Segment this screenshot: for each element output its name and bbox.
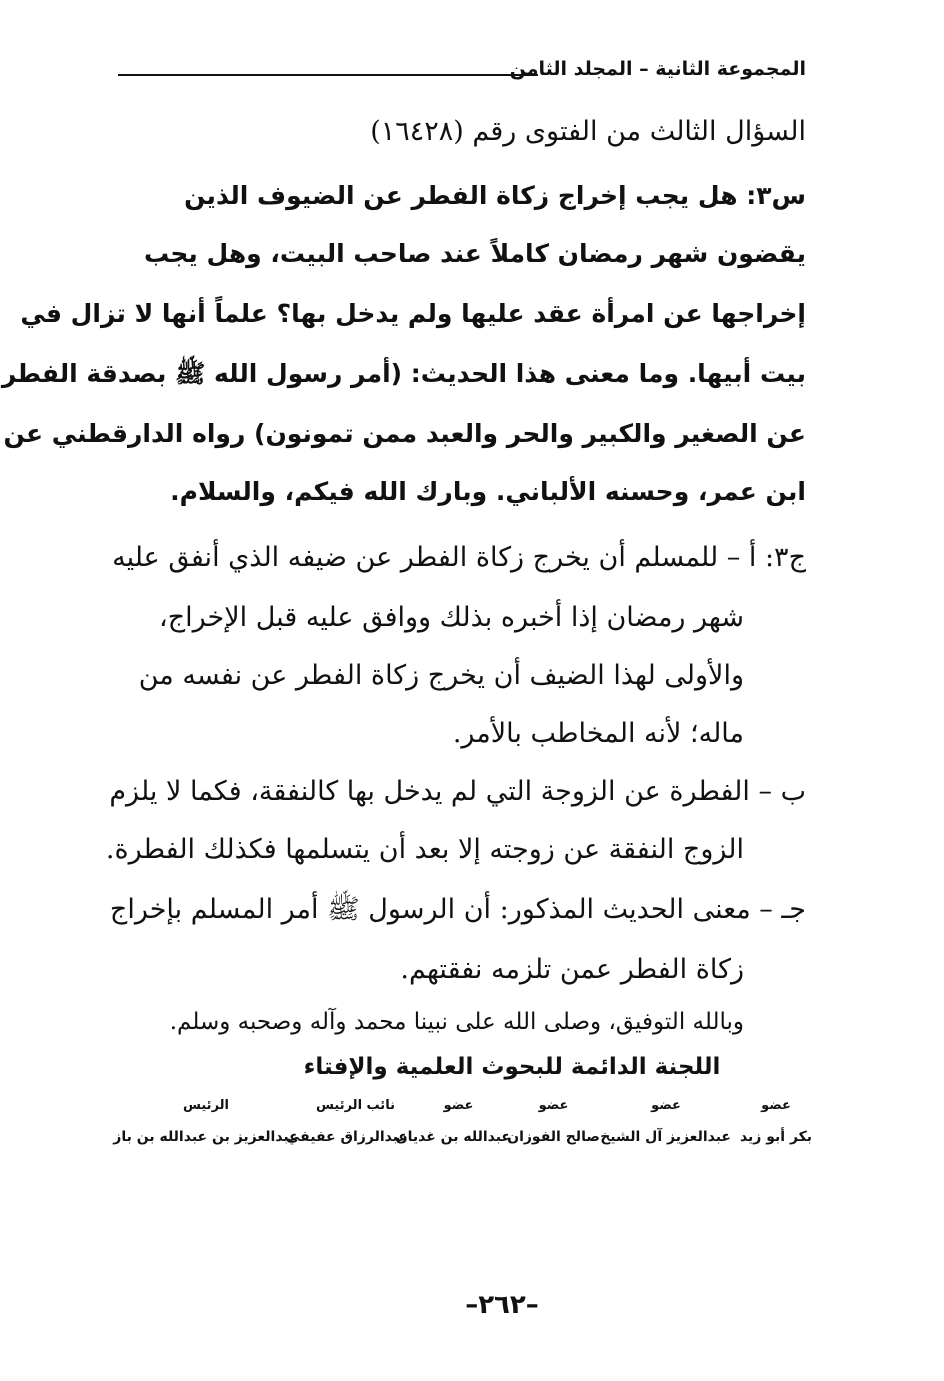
answer-line: والأولى لهذا الضيف أن يخرج زكاة الفطر عن نفسه من bbox=[138, 660, 744, 691]
member-signature bbox=[601, 1098, 731, 1145]
member-name: عبدالرزاق عفيفي bbox=[286, 1129, 408, 1145]
member-signature bbox=[286, 1098, 408, 1145]
fatwa-question-title: السؤال الثالث من الفتوى رقم (١٦٤٢٨) bbox=[370, 116, 806, 147]
answer-line: الزوج النفقة عن زوجته إلا بعد أن يتسلمها فكذلك الفطرة. bbox=[105, 834, 744, 865]
answer-line: شهر رمضان إذا أخبره بذلك ووافق عليه قبل الإخراج، bbox=[159, 602, 744, 633]
member-signature bbox=[726, 1098, 826, 1145]
member-name: صالح الفوزان bbox=[507, 1129, 600, 1145]
member-signature bbox=[506, 1098, 601, 1145]
member-name: عبدالعزيز بن عبدالله بن باز bbox=[113, 1129, 299, 1145]
committee-title: اللجنة الدائمة للبحوث العلمية والإفتاء bbox=[303, 1054, 721, 1080]
question-line: عن الصغير والكبير والحر والعبد ممن تمونون) رواه الدارقطني عن bbox=[3, 419, 806, 448]
header-title: المجموعة الثانية – المجلد الثامن bbox=[509, 58, 806, 80]
question-line: إخراجها عن امرأة عقد عليها ولم يدخل بها؟ علماً أنها لا تزال في bbox=[20, 299, 806, 328]
running-header bbox=[118, 58, 806, 88]
question-line: بيت أبيها. وما معنى هذا الحديث: (أمر رسول الله ﷺ بصدقة الفطر bbox=[1, 359, 806, 388]
member-signature bbox=[111, 1098, 301, 1145]
closing-line: وبالله التوفيق، وصلى الله على نبينا محمد وآله وصحبه وسلم. bbox=[169, 1009, 744, 1035]
member-role: عضو bbox=[761, 1098, 791, 1113]
answer-line: ج٣: أ – للمسلم أن يخرج زكاة الفطر عن ضيفه الذي أنفق عليه bbox=[112, 542, 806, 573]
member-role: نائب الرئيس bbox=[316, 1098, 395, 1113]
member-signature bbox=[395, 1098, 511, 1145]
header-rule bbox=[118, 74, 538, 76]
member-role: الرئيس bbox=[183, 1098, 229, 1113]
member-name: عبدالله بن غديان bbox=[395, 1129, 511, 1145]
member-role: عضو bbox=[651, 1098, 681, 1113]
member-role: عضو bbox=[538, 1098, 569, 1113]
answer-line: جـ – معنى الحديث المذكور: أن الرسول ﷺ أمر المسلم بإخراج bbox=[109, 894, 806, 925]
member-name: بكر أبو زيد bbox=[739, 1129, 813, 1145]
member-name: عبدالعزيز آل الشيخ bbox=[600, 1129, 731, 1145]
answer-line: ماله؛ لأنه المخاطب بالأمر. bbox=[452, 718, 744, 749]
question-line: ابن عمر، وحسنه الألباني. وبارك الله فيكم، والسلام. bbox=[170, 477, 806, 506]
answer-line: ب – الفطرة عن الزوجة التي لم يدخل بها كالنفقة، فكما لا يلزم bbox=[109, 776, 806, 807]
member-role: عضو bbox=[443, 1098, 474, 1113]
page-number: –٢٦٢– bbox=[465, 1290, 539, 1320]
question-line: س٣: هل يجب إخراج زكاة الفطر عن الضيوف الذين bbox=[184, 181, 806, 210]
answer-line: زكاة الفطر عمن تلزمه نفقتهم. bbox=[400, 954, 744, 985]
question-line: يقضون شهر رمضان كاملاً عند صاحب البيت، وهل يجب bbox=[143, 239, 806, 268]
